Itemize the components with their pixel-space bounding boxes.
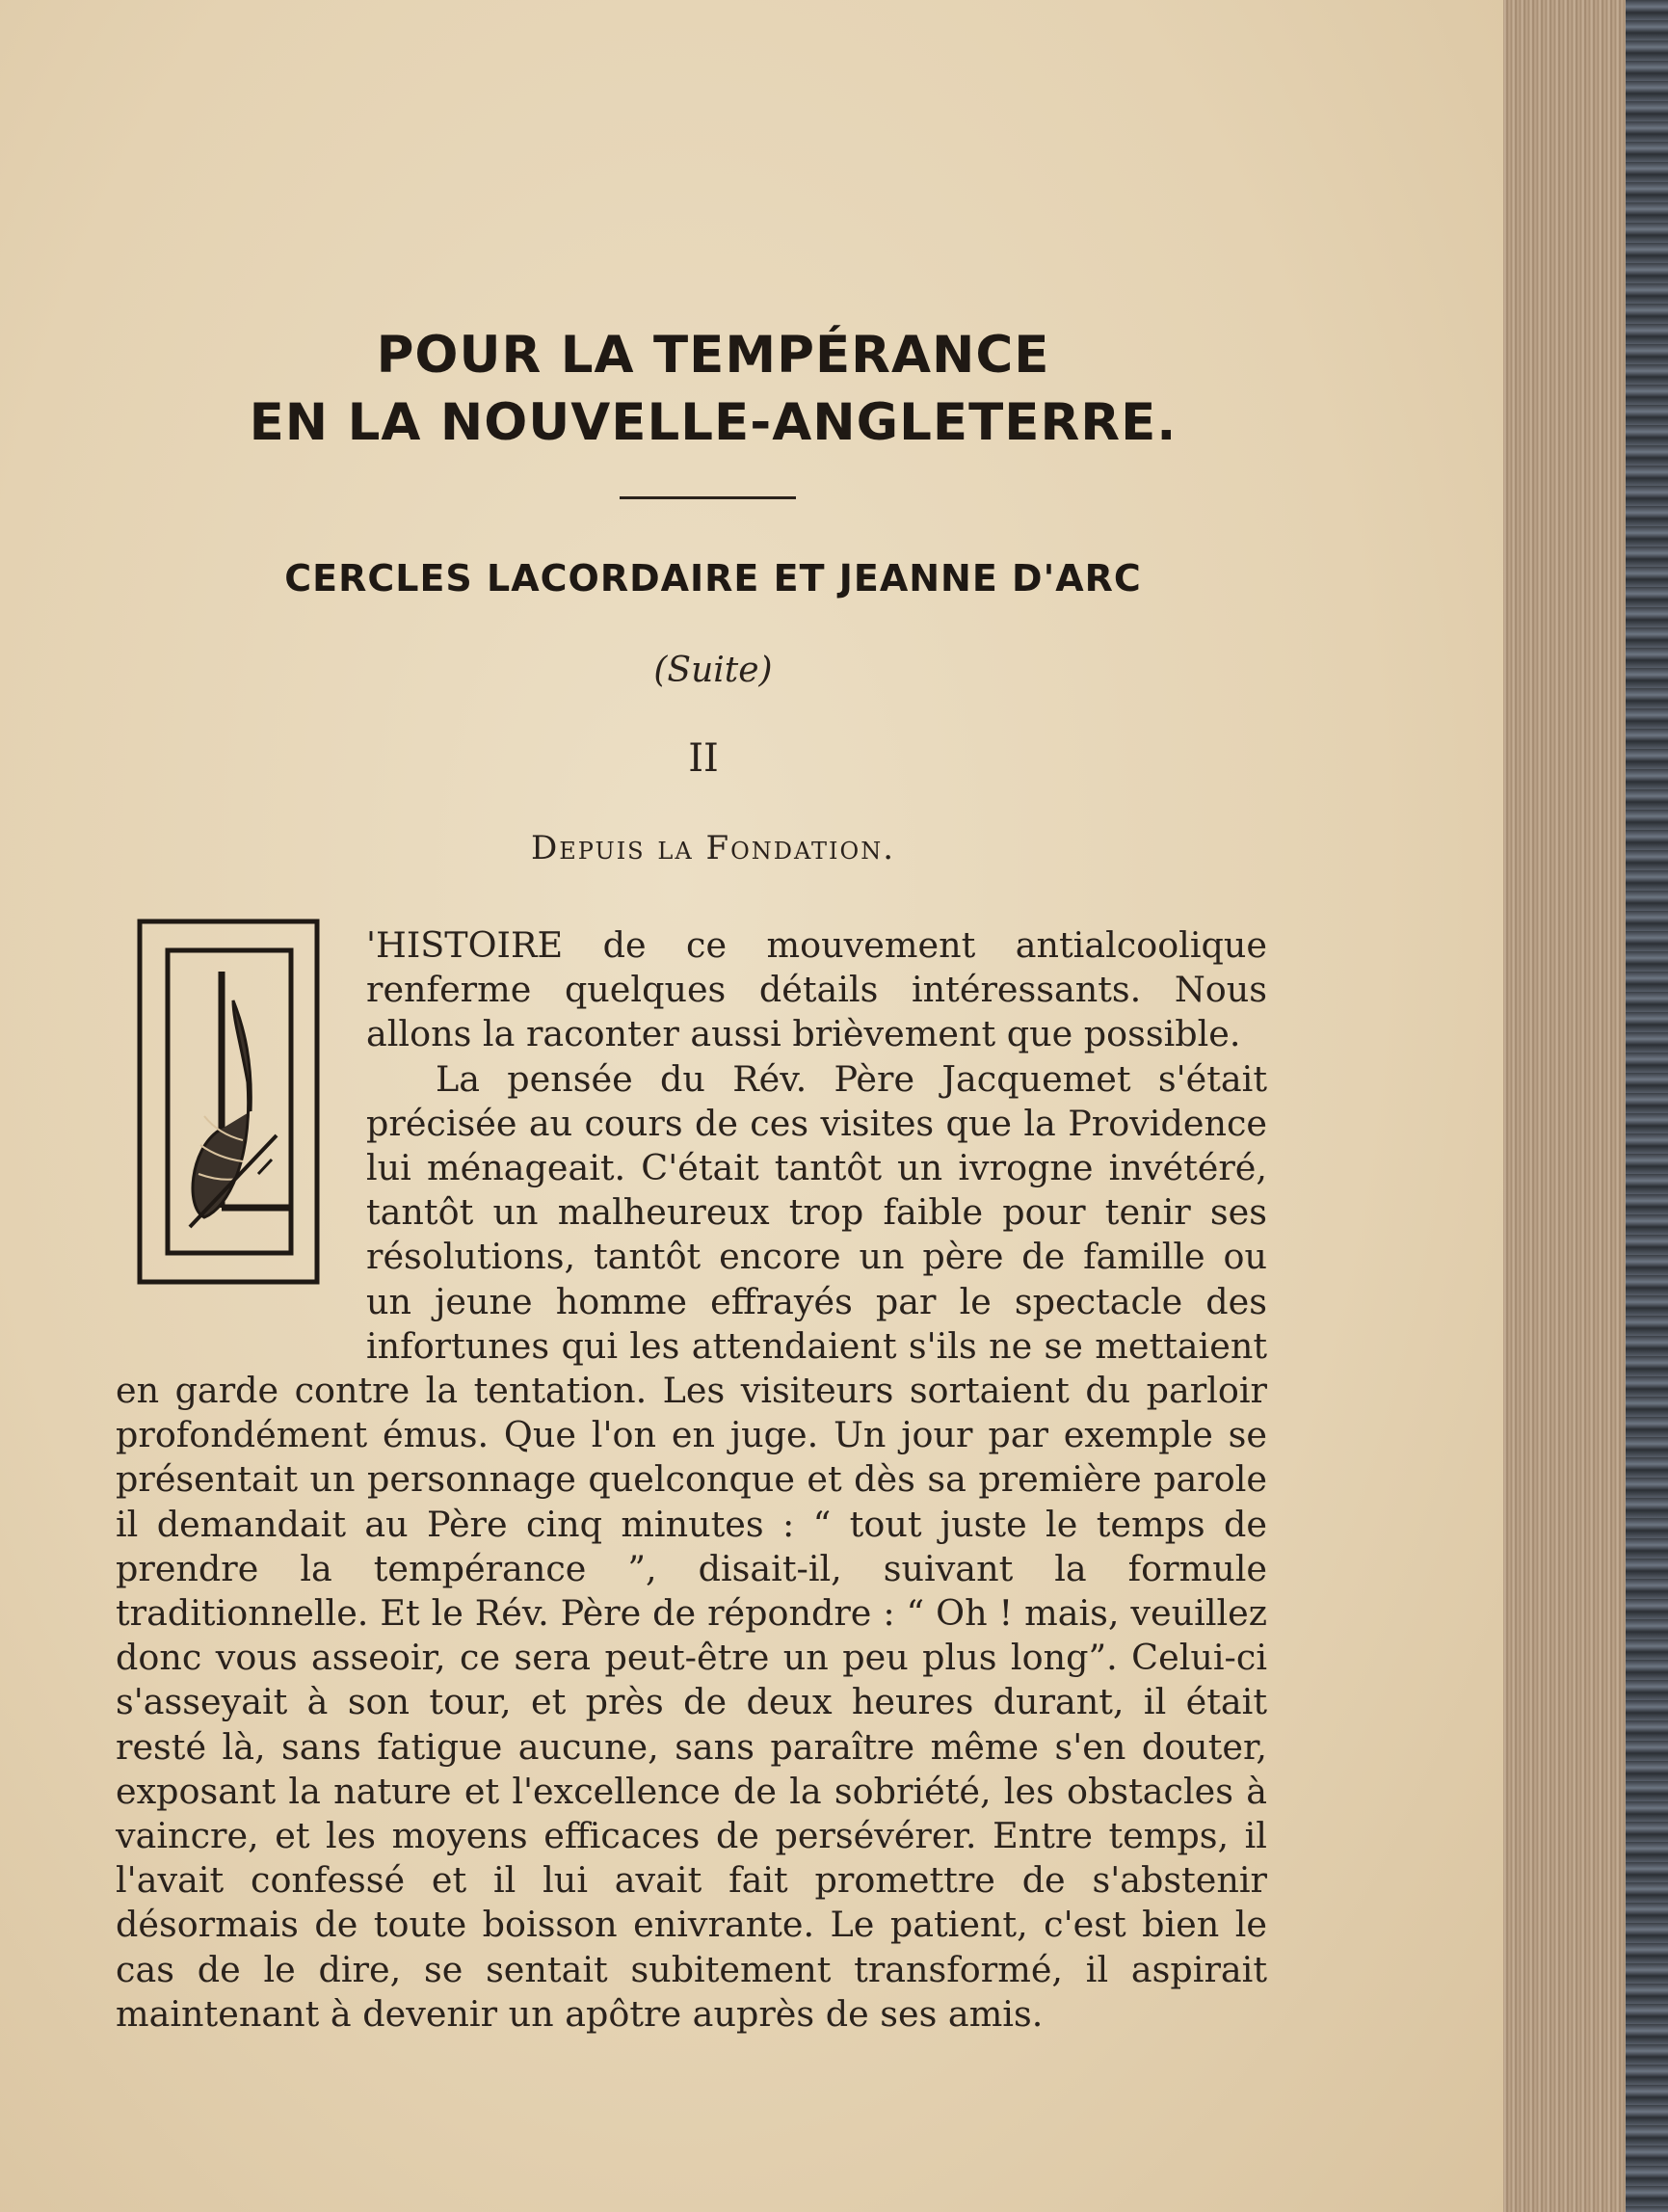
title-divider [620,496,796,499]
paragraph-1: 'HISTOIRE de ce mouvement antialcoolique renferme quelques détails intéressants. Nous allons la raconter aussi brièvement que possible. [366,924,1267,1055]
title-line-2: EN LA NOUVELLE-ANGLETERRE. [249,393,1178,452]
section-heading: Depuis la Fondation. [530,829,896,867]
body-text [116,923,1267,2037]
book-page-edge [1503,0,1668,2212]
paragraph-2: La pensée du Rév. Père Jacquemet s'était précisée au cours de ces visites que la Providence lui ménageait. C'était tantôt un ivrogne invétéré, tantôt un malheureux trop faible pour tenir ses résolutions, tantôt encore un père de famille ou un jeune homme effrayés par le spectacle des infortunes qui les attendaient s'ils ne se mettaient en garde contre la tentation. Les visiteurs sortaient du parloir profondément émus. Que l'on en juge. Un jour par exemple se présentait un personnage quelconque et dès sa première parole il demandait au Père cinq minutes : “ tout juste le temps de prendre la tempérance ”, disait-il, suivant la formule traditionnelle. Et le Rév. Père de répondre : “ Oh ! mais, veuillez donc vous asseoir, ce sera peut-être un peu plus long”. Celui-ci s'asseyait à son tour, et près de deux heures durant, il était resté là, sans fatigue aucune, sans paraître même s'en douter, exposant la nature et l'excellence de la sobriété, les obstacles à vaincre, et les moyens efficaces de persévérer. Entre temps, il l'avait confessé et il lui avait fait promettre de s'abstenir désormais de toute boisson enivrante. Le patient, c'est bien le cas de le dire, se sentait subitement transformé, il aspirait maintenant à devenir un apôtre auprès de ses amis. [116,1057,1267,2035]
dropcap-space [116,923,366,1332]
chapter-number: II [688,736,719,781]
title-line-1: POUR LA TEMPÉRANCE [376,326,1050,385]
suite-label: (Suite) [653,651,773,690]
subtitle: CERCLES LACORDAIRE ET JEANNE D'ARC [284,557,1142,600]
